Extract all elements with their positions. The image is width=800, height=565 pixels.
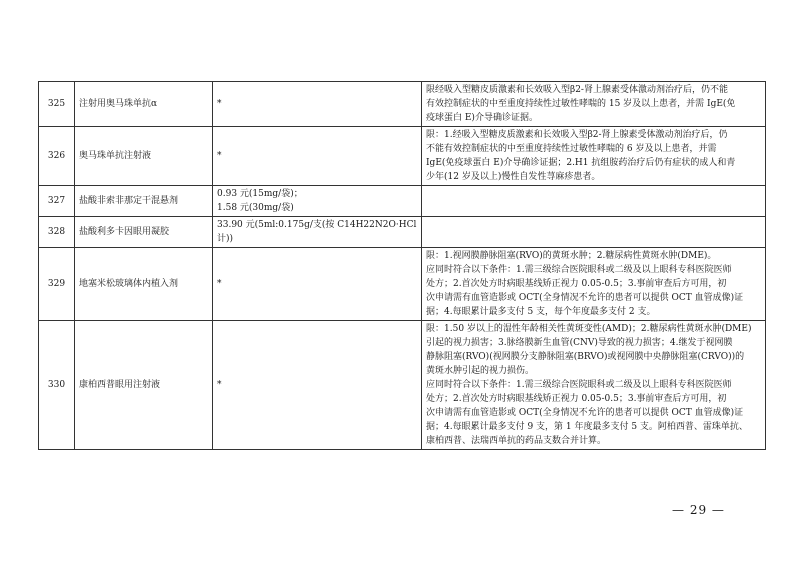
restriction-note-line: 有效控制症状的中至重度持续性过敏性哮喘的 15 岁及以上患者，并需 IgE(免 <box>426 99 736 109</box>
drug-name-cell: 地塞米松玻璃体内植入剂 <box>75 248 213 321</box>
restriction-note-line: 康柏西普、法瑞西单抗的药品支数合并计算。 <box>426 436 607 446</box>
table-body <box>39 82 766 450</box>
table-row <box>39 248 766 321</box>
restriction-note-cell <box>422 82 766 127</box>
price-cell <box>213 186 422 217</box>
restriction-note-line: 引起的视力损害；3.脉络膜新生血管(CNV)导致的视力损害；4.继发于视网膜 <box>426 338 733 348</box>
row-number-cell: 330 <box>39 321 75 450</box>
drug-name-cell: 盐酸利多卡因眼用凝胶 <box>75 217 213 248</box>
row-number-cell: 329 <box>39 248 75 321</box>
restriction-note-line: 限：1.50 岁以上的湿性年龄相关性黄斑变性(AMD)；2.糖尿病性黄斑水肿(DME) <box>426 324 752 334</box>
drug-name-cell: 盐酸非索非那定干混悬剂 <box>75 186 213 217</box>
restriction-note-cell <box>422 321 766 450</box>
price-cell: * <box>213 321 422 450</box>
restriction-note-cell <box>422 248 766 321</box>
drug-name-cell: 奥马珠单抗注射液 <box>75 127 213 186</box>
row-number-cell: 328 <box>39 217 75 248</box>
drug-name-cell: 注射用奥马珠单抗α <box>75 82 213 127</box>
page-number: — 29 — <box>672 503 725 517</box>
restriction-note-line: IgE(免疫球蛋白 E)介导确诊证据；2.H1 抗组胺药治疗后仍有症状的成人和青 <box>426 158 736 168</box>
restriction-note-line: 限：1.经吸入型糖皮质激素和长效吸入型β2-肾上腺素受体激动剂治疗后，仍 <box>426 130 728 140</box>
restriction-note-line: 处方；2.首次处方时病眼基线矫正视力 0.05-0.5；3.事前审查后方可用，初 <box>426 279 727 289</box>
drug-name-cell: 康柏西普眼用注射液 <box>75 321 213 450</box>
restriction-note-cell <box>422 186 766 217</box>
restriction-note-line: 处方；2.首次处方时病眼基线矫正视力 0.05-0.5；3.事前审查后方可用，初 <box>426 394 727 404</box>
restriction-note-line: 静脉阻塞(RVO)(视网膜分支静脉阻塞(BRVO)或视网膜中央静脉阻塞(CRVO))的 <box>426 352 745 362</box>
restriction-note-line: 限：1.视网膜静脉阻塞(RVO)的黄斑水肿；2.糖尿病性黄斑水肿(DME)。 <box>426 251 717 261</box>
restriction-note-line: 少年(12 岁及以上)慢性自发性荨麻疹患者。 <box>426 172 601 182</box>
restriction-note-line: 应同时符合以下条件：1.需三级综合医院眼科或二级及以上眼科专科医院医师 <box>426 380 732 390</box>
restriction-note-line: 应同时符合以下条件：1.需三级综合医院眼科或二级及以上眼科专科医院医师 <box>426 265 732 275</box>
table-row <box>39 217 766 248</box>
row-number-cell: 327 <box>39 186 75 217</box>
price-line: 0.93 元(15mg/袋)； <box>217 189 303 199</box>
price-cell: * <box>213 127 422 186</box>
drug-list-table <box>38 81 766 450</box>
price-line: 1.58 元(30mg/袋) <box>217 203 294 213</box>
price-cell: * <box>213 82 422 127</box>
table-row <box>39 127 766 186</box>
restriction-note-line: 次申请需有血管造影或 OCT(全身情况不允许的患者可以提供 OCT 血管成像)证 <box>426 293 744 303</box>
restriction-note-line: 疫球蛋白 E)介导确诊证据。 <box>426 113 538 123</box>
table-row <box>39 186 766 217</box>
restriction-note-line: 据；4.每眼累计最多支付 5 支，每个年度最多支付 2 支。 <box>426 307 656 317</box>
table-row <box>39 321 766 450</box>
restriction-note-line: 据；4.每眼累计最多支付 9 支，第 1 年度最多支付 5 支。阿柏西普、雷珠单抗、 <box>426 422 748 432</box>
row-number-cell: 326 <box>39 127 75 186</box>
restriction-note-line: 黄斑水肿引起的视力损伤。 <box>426 366 535 376</box>
restriction-note-line: 限经吸入型糖皮质激素和长效吸入型β2-肾上腺素受体激动剂治疗后，仍不能 <box>426 85 728 95</box>
table-row <box>39 82 766 127</box>
price-cell: 33.90 元(5ml:0.175g/支(按 C14H22N2O·HCl 计)) <box>213 217 422 248</box>
restriction-note-line: 次申请需有血管造影或 OCT(全身情况不允许的患者可以提供 OCT 血管成像)证 <box>426 408 744 418</box>
restriction-note-line: 不能有效控制症状的中至重度持续性过敏性哮喘的 6 岁及以上患者，并需 <box>426 144 717 154</box>
restriction-note-cell <box>422 127 766 186</box>
price-cell: * <box>213 248 422 321</box>
restriction-note-cell <box>422 217 766 248</box>
row-number-cell: 325 <box>39 82 75 127</box>
